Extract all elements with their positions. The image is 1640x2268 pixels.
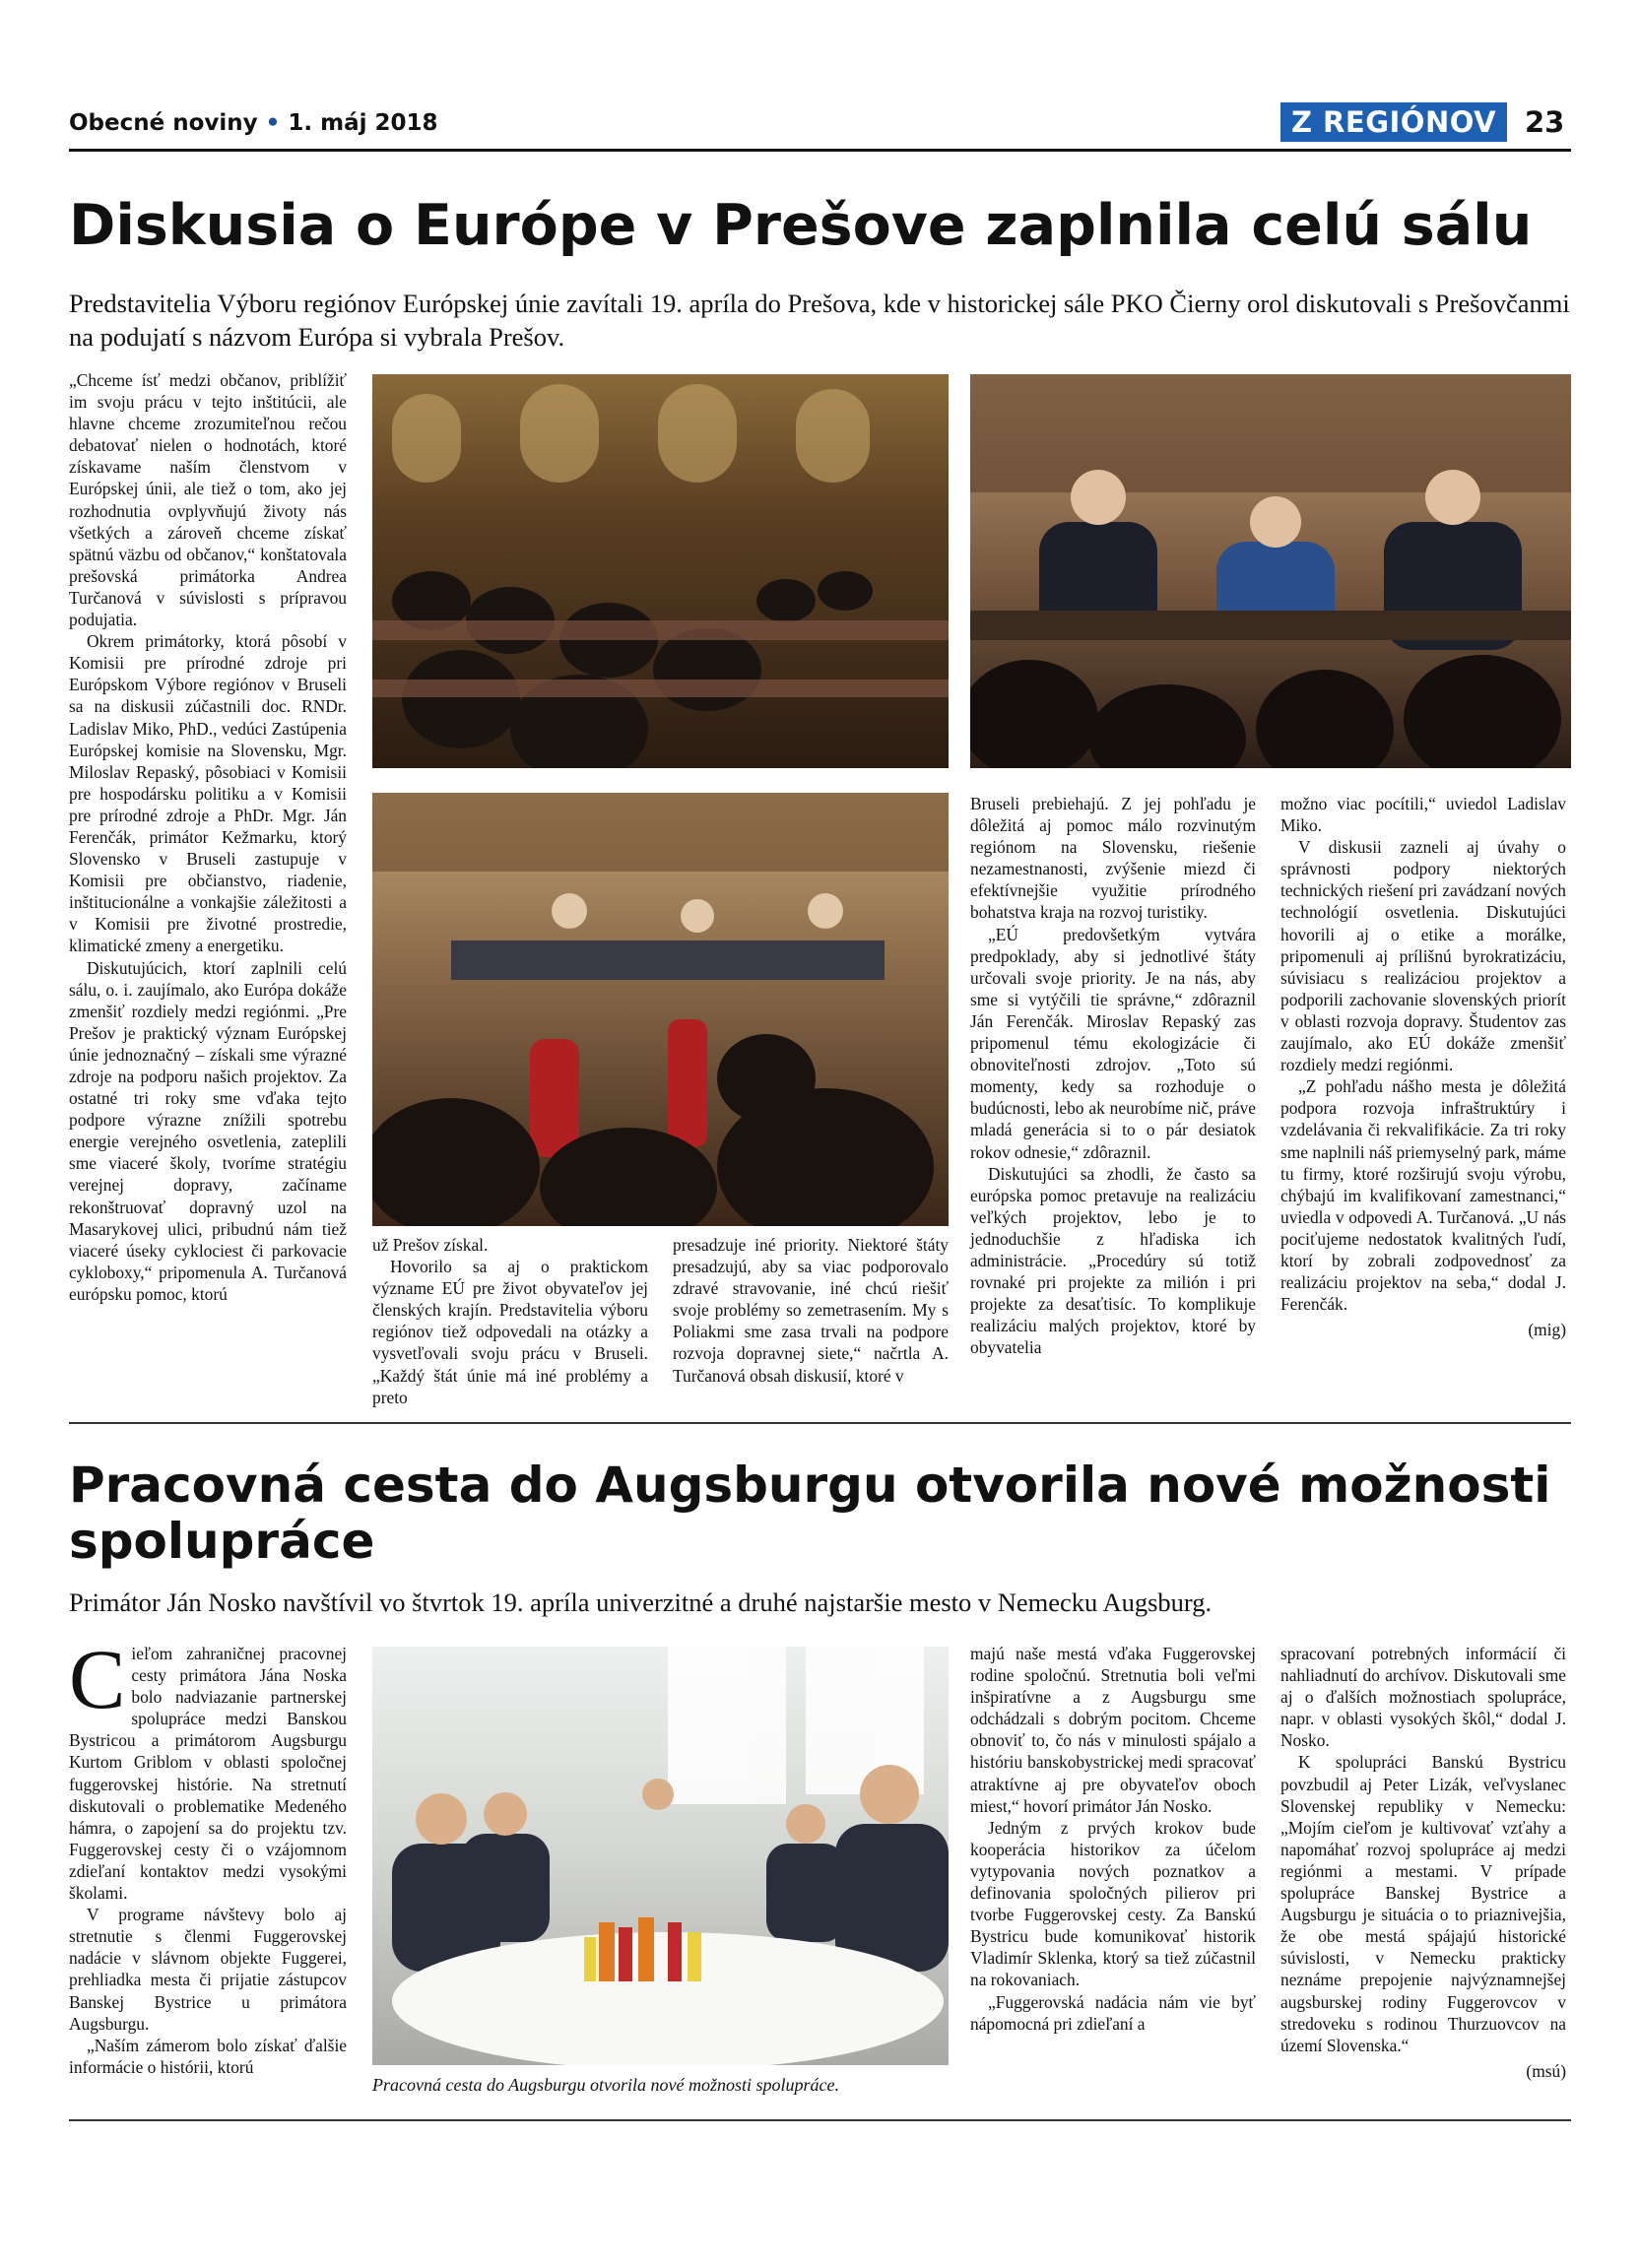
article1-lead: Predstavitelia Výboru regiónov Európskej únie zavítali 19. apríla do Prešova, kde v historickej sále PKO Čierny orol diskutovali s Prešovčanmi na podujatí s názvom Európa si vybrala Prešov. <box>69 289 1570 352</box>
drop-cap: C <box>69 1632 126 1726</box>
paragraph: Jedným z prvých krokov bude kooperácia historikov za účelom vytypovania nových poznatkov a definovania spoločných pilierov pri tvorbe Fuggerovskej cesty. Za Banskú Bystricu bude komunikovať historik Vladimír Sklenka, ktorý sa tiež zúčastnil na rokovaniach. <box>970 1817 1256 1990</box>
article1-column-1 <box>69 369 347 1305</box>
article2-column-1 <box>69 1632 347 2078</box>
article1-column-2 <box>372 1234 648 1408</box>
article1-column-4 <box>970 793 1256 1358</box>
photo-meeting-table <box>372 1647 949 2065</box>
paragraph: „Chceme ísť medzi občanov, priblížiť im svoju prácu v tejto inštitúcii, ale hlavne chceme zrozumiteľnou rečou debatovať nielen o hodnotách, ktoré získavame naším členstvom v Európskej únii, ale tiež o tom, ako jej rozhodnutia ovplyvňujú životy nás všetkých a zároveň chceme získať spätnú väzbu od občanov,“ konštatovala prešovská primátorka Andrea Turčanová v súvislosti s prípravou podujatia. <box>69 370 347 630</box>
article2-signature: (msú) <box>1526 2060 1566 2081</box>
paragraph: V programe návštevy bolo aj stretnutie s členmi Fuggerovskej nadácie v slávnom objekte Fuggerei, prehliadka mesta či prijatie zástupcov Banskej Bystrice u primátora Augsburgu. <box>69 1905 347 2034</box>
section-label: Z REGIÓNOV <box>1280 102 1507 142</box>
paragraph: možno viac pocítili,“ uviedol Ladislav Miko. <box>1280 794 1566 836</box>
paragraph: spracovaní potrebných informácií či nahliadnutí do archívov. Diskutovali sme aj o ďalších možnostiach spolupráce, napr. v oblasti vysokých škôl,“ dodal J. Nosko. <box>1280 1644 1566 1751</box>
header-rule <box>69 149 1571 152</box>
paragraph: už Prešov získal. <box>372 1235 489 1255</box>
footer-rule <box>69 2119 1571 2121</box>
paragraph: Cieľom zahraničnej pracovnej cesty primátora Jána Noska bolo nadviazanie partnerskej spolupráce medzi Banskou Bystricou a primátorom Augsburgu Kurtom Griblom v oblasti spoločnej fuggerovskej histórie. Na stretnutí diskutovali o problematike Medeného hámra, o zapojení sa do projektu tzv. Fuggerovskej cesty či o vzájomnom zdieľaní kontaktov medzi vysokými školami. <box>69 1632 347 1904</box>
paragraph: „Naším zámerom bolo získať ďalšie informácie o histórii, ktorú <box>69 2035 347 2077</box>
article1-column-3 <box>673 1234 949 1387</box>
photo-panel-stage <box>970 374 1571 768</box>
paragraph: V diskusii zazneli aj úvahy o správnosti podpory niektorých technických riešení pri zavádzaní nových technológií osvetlenia. Diskutujúci hovorili aj o etike a morálke, pripomenuli aj prílišnú byrokratizáciu, súvisiacu s realizáciou projektov a podporili zachovanie slovenských priorít v oblasti rozvoja dopravy. Študentov zas zaujímalo, ako EÚ dokáže zmenšiť rozdiely medzi regiónmi. <box>1280 837 1566 1075</box>
paragraph: Hovorilo sa aj o praktickom význame EÚ pre život obyvateľov jej členských krajín. Predstavitelia výboru regiónov tiež odpovedali na otázky a vysvetľovali svoju prácu v Bruseli. „Každý štát únie má iné problémy a preto <box>372 1257 648 1407</box>
issue-date: 1. máj 2018 <box>288 110 438 136</box>
paragraph: „Fuggerovská nadácia nám vie byť nápomocná pri zdieľaní a <box>970 1991 1256 2034</box>
paragraph: majú naše mestá vďaka Fuggerovskej rodine spoločnú. Stretnutia boli veľmi inšpiratívne a z Augsburgu sme odchádzali s dobrým pocitom. Chceme obnoviť to, čo nás v minulosti spájalo a históriu banskobystrickej medi spracovať atraktívne aj pre obyvateľov oboch miest,“ hovorí primátor Ján Nosko. <box>970 1644 1256 1816</box>
paragraph: „Z pohľadu nášho mesta je dôležitá podpora rozvoja infraštruktúry i vzdelávania či rekvalifikácie. Za tri roky sme naplnili náš priemyselný park, máme tu firmy, ktoré rozširujú svoju výrobu, chýbajú im kvalifikovaní zamestnanci,“ uviedla v odpovedi A. Turčanová. „U nás pociťujeme nedostatok kvalitných ľudí, ktorí by zobrali zodpovednosť za realizáciu projektov na seba,“ dodal J. Ferenčák. <box>1280 1076 1566 1315</box>
photo-raised-hands <box>372 793 949 1226</box>
paragraph: Diskutujúcich, ktorí zaplnili celú sálu, o. i. zaujímalo, ako Európa dokáže zmenšiť rozdiely medzi regiónmi. „Pre Prešov je praktický význam Európskej únie jednoznačný – získali sme výrazné zdroje na podporu našich projektov. Za ostatné tri roky sme vďaka tejto podpore výrazne znížili spotrebu energie verejného osvetlenia, zateplili sme viaceré školy, tvoríme stratégiu verejnej dopravy, začíname rekonštruovať dopravný uzol na Masarykovej ulici, pribudnú nám tiež viaceré úseky cyklociest či parkovacie cykloboxy,“ pripomenula A. Turčanová európsku pomoc, ktorú <box>69 957 347 1304</box>
article2-title: Pracovná cesta do Augsburgu otvorila nové možnosti spolupráce <box>69 1457 1551 1570</box>
bullet-icon: • <box>265 110 281 136</box>
paragraph: presadzuje iné priority. Niektoré štáty presadzujú, aby sa viac podporovalo zdravé stravovanie, iné chcú riešiť svoje problémy so zemetrasením. My s Poliakmi sme zasa trvali na podpore rozvoja dopravnej siete,“ načrtla A. Turčanová obsah diskusií, ktoré v <box>673 1235 949 1386</box>
section-divider <box>69 1422 1571 1424</box>
page-number: 23 <box>1525 105 1565 139</box>
article1-title: Diskusia o Európe v Prešove zaplnila celú sálu <box>69 193 1533 258</box>
article2-column-4 <box>970 1643 1256 2035</box>
paragraph: K spolupráci Banskú Bystricu povzbudil aj Peter Lizák, veľvyslanec Slovenskej republiky v Nemecku: „Mojím cieľom je kultivovať vzťahy a napomáhať rozvoj spolupráce aj medzi regiónmi a mestami. V prípade spolupráce Banskej Bystrice a Augsburgu je situácia o to priaznivejšia, že obe mestá spájajú historické súvislosti, v Nemecku prakticky neznáme prepojenie najvýznamnejšej augsburskej rodiny Fuggerovcov v stredoveku s rodinou Thurzuovcov na území Slovenska.“ <box>1280 1752 1566 2055</box>
paragraph: „EÚ predovšetkým vytvára predpoklady, aby si jednotlivé štáty určovali svoje priority. Je na nás, aby sme si vytýčili tie správne,“ zdôraznil Ján Ferenčák. Miroslav Repaský zas pripomenul tému ekologizácie či obnoviteľnosti zdrojov. „Toto sú momenty, kedy sa rozhoduje o budúcnosti, lebo ak neurobíme nič, práve mladá generácia si to o pár desiatok rokov odnesie,“ zdôraznil. <box>970 924 1256 1162</box>
photo-caption: Pracovná cesta do Augsburgu otvorila nové možnosti spolupráce. <box>372 2075 839 2095</box>
paragraph: Bruseli prebiehajú. Z jej pohľadu je dôležitá aj pomoc málo rozvinutým regiónom na Slovensku, riešenie nezamestnanosti, zvýšenie miezd či efektívnejšie využitie prírodného bohatstva kraja na rozvoj turistiky. <box>970 794 1256 923</box>
masthead <box>69 110 438 136</box>
paragraph: Diskutujúci sa zhodli, že často sa európska pomoc pretavuje na realizáciu veľkých projektov, lebo je to jednoduchšie z hľadiska ich administrácie. „Procedúry sú totiž rovnaké pri projekte za milión i pri projekte za desaťtisíc. To komplikuje realizáciu malých projektov, ktoré by obyvatelia <box>970 1163 1256 1358</box>
article2-column-5 <box>1280 1643 1566 2082</box>
paragraph: Okrem primátorky, ktorá pôsobí v Komisii pre prírodné zdroje pri Európskom Výbore regiónov v Bruseli sa na diskusii zúčastnili doc. RNDr. Ladislav Miko, PhD., vedúci Zastúpenia Európskej komisie na Slovensku, Mgr. Miloslav Repaský, pôsobiaci v Komisii pre hospodársku politiku a v Komisii pre prírodné zdroje a PhDr. Mgr. Ján Ferenčák, primátor Kežmarku, ktorý Slovensko v Bruseli zastupuje v Komisii pre občianstvo, riadenie, inštitucionálne a vonkajšie záležitosti a v Komisii pre životné prostredie, klimatické zmeny a energetiku. <box>69 631 347 956</box>
publication-name: Obecné noviny <box>69 110 258 136</box>
article1-column-5 <box>1280 793 1566 1340</box>
article1-signature: (mig) <box>1528 1320 1566 1340</box>
article2-lead: Primátor Ján Nosko navštívil vo štvrtok 19. apríla univerzitné a druhé najstaršie mesto v Nemecku Augsburg. <box>69 1588 1213 1617</box>
photo-audience-hall <box>372 374 949 768</box>
